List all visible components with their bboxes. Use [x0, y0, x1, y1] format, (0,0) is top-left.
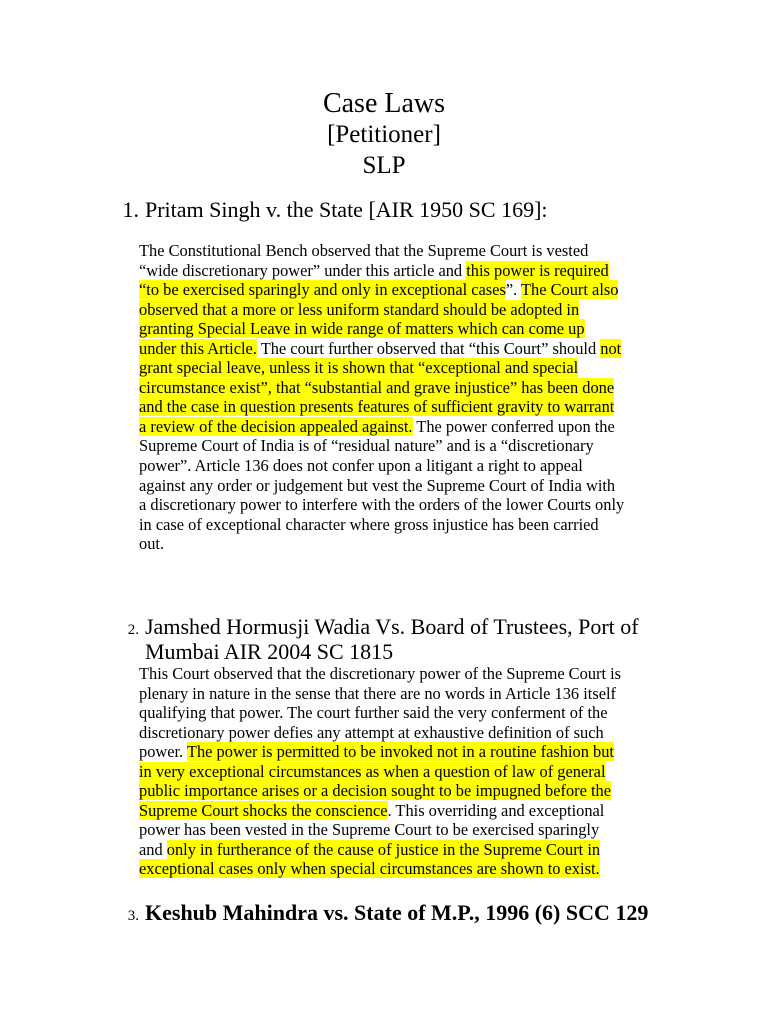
case-3-number: 3.: [127, 908, 139, 924]
body-text: against any order or judgement but vest the Supreme Court of India with: [139, 475, 616, 495]
highlighted-text: in very exceptional circumstances as when a question of law of general: [139, 761, 606, 781]
body-text: out.: [139, 534, 165, 554]
highlighted-text: circumstance exist”, that “substantial and grave injustice” has been done: [139, 377, 615, 397]
case-2-number: 2.: [127, 622, 139, 638]
body-text: This Court observed that the discretionary power of the Supreme Court is: [139, 664, 622, 683]
paragraph-line: [139, 820, 679, 840]
body-text: power”. Article 136 does not confer upon a litigant a right to appeal: [139, 456, 583, 476]
paragraph-line: [139, 684, 679, 704]
body-text: power has been vested in the Supreme Court to be exercised sparingly: [139, 820, 600, 840]
paragraph-line: [139, 319, 679, 339]
paragraph-line: [139, 703, 679, 723]
highlighted-text: a review of the decision appealed against.: [139, 416, 413, 436]
paragraph-line: [139, 781, 679, 801]
case-1-number: 1.: [122, 197, 139, 222]
paragraph-line: [139, 801, 679, 821]
paragraph-line: [139, 840, 679, 860]
body-text: ”.: [505, 280, 522, 300]
highlighted-text: not: [600, 338, 622, 358]
body-text: a discretionary power to interfere with the orders of the lower Courts only: [139, 495, 625, 515]
paragraph-line: [139, 534, 679, 554]
paragraph-line: [139, 358, 679, 378]
case-2-title-line-1: Jamshed Hormusji Wadia Vs. Board of Trustees, Port of: [145, 614, 639, 639]
paragraph-line: [139, 397, 679, 417]
case-1-paragraph: [139, 241, 679, 554]
paragraph-line: [139, 241, 679, 261]
paragraph-line: [139, 742, 679, 762]
paragraph-line: [139, 300, 679, 320]
highlighted-text: under this Article.: [139, 338, 257, 358]
paragraph-line: [139, 723, 679, 743]
paragraph-line: [139, 339, 679, 359]
paragraph-line: [139, 456, 679, 476]
document-title: Case Laws: [322, 88, 446, 119]
body-text: qualifying that power. The court further said the very conferment of the: [139, 703, 608, 723]
paragraph-line: [139, 436, 679, 456]
highlighted-text: only in furtherance of the cause of justice in the Supreme Court in: [166, 839, 601, 859]
document-subtitle: [Petitioner]: [327, 121, 441, 148]
body-text: in case of exceptional character where gross injustice has been carried: [139, 514, 599, 534]
paragraph-line: [139, 762, 679, 782]
highlighted-text: public importance arises or a decision sought to be impugned before the: [139, 781, 612, 801]
body-text: power.: [139, 742, 187, 762]
paragraph-line: [139, 476, 679, 496]
body-text: The Constitutional Bench observed that the Supreme Court is vested: [139, 241, 589, 260]
body-text: The power conferred upon the: [412, 416, 615, 436]
paragraph-line: [139, 859, 679, 879]
paragraph-line: [139, 515, 679, 535]
highlighted-text: observed that a more or less uniform standard should be adopted in: [139, 299, 580, 319]
highlighted-text: The Court also: [521, 280, 619, 300]
case-2-title-line-2: Mumbai AIR 2004 SC 1815: [145, 639, 394, 664]
case-2-heading: [117, 614, 685, 664]
case-1-heading: [117, 197, 548, 222]
highlighted-text: exceptional cases only when special circumstances are shown to exist.: [139, 859, 600, 879]
document-subsubtitle: SLP: [362, 152, 406, 179]
case-1-title: Pritam Singh v. the State [AIR 1950 SC 169]:: [145, 197, 548, 222]
case-2-paragraph: [139, 664, 679, 879]
paragraph-line: [139, 664, 679, 684]
paragraph-line: [139, 378, 679, 398]
highlighted-text: grant special leave, unless it is shown that “exceptional and special: [139, 358, 579, 378]
body-text: and: [139, 839, 167, 859]
body-text: “wide discretionary power” under this article and: [139, 260, 467, 280]
paragraph-line: [139, 261, 679, 281]
body-text: The court further observed that “this Court” should: [256, 338, 601, 358]
highlighted-text: “to be exercised sparingly and only in exceptional cases: [139, 280, 506, 300]
paragraph-line: [139, 495, 679, 515]
paragraph-line: [139, 280, 679, 300]
paragraph-line: [139, 417, 679, 437]
body-text: . This overriding and exceptional: [387, 800, 605, 820]
body-text: Supreme Court of India is of “residual nature” and is a “discretionary: [139, 436, 594, 456]
title-block: [0, 88, 768, 181]
highlighted-text: Supreme Court shocks the conscience: [139, 800, 388, 820]
case-3-title: Keshub Mahindra vs. State of M.P., 1996 (6) SCC 129: [145, 900, 649, 925]
highlighted-text: this power is required: [466, 260, 609, 280]
body-text: discretionary power defies any attempt at exhaustive definition of such: [139, 722, 604, 742]
case-3-heading: [117, 900, 648, 929]
highlighted-text: The power is permitted to be invoked not in a routine fashion but: [186, 742, 614, 762]
highlighted-text: and the case in question presents features of sufficient gravity to warrant: [139, 397, 615, 417]
highlighted-text: granting Special Leave in wide range of matters which can come up: [139, 319, 585, 339]
body-text: plenary in nature in the sense that there are no words in Article 136 itself: [139, 683, 617, 703]
